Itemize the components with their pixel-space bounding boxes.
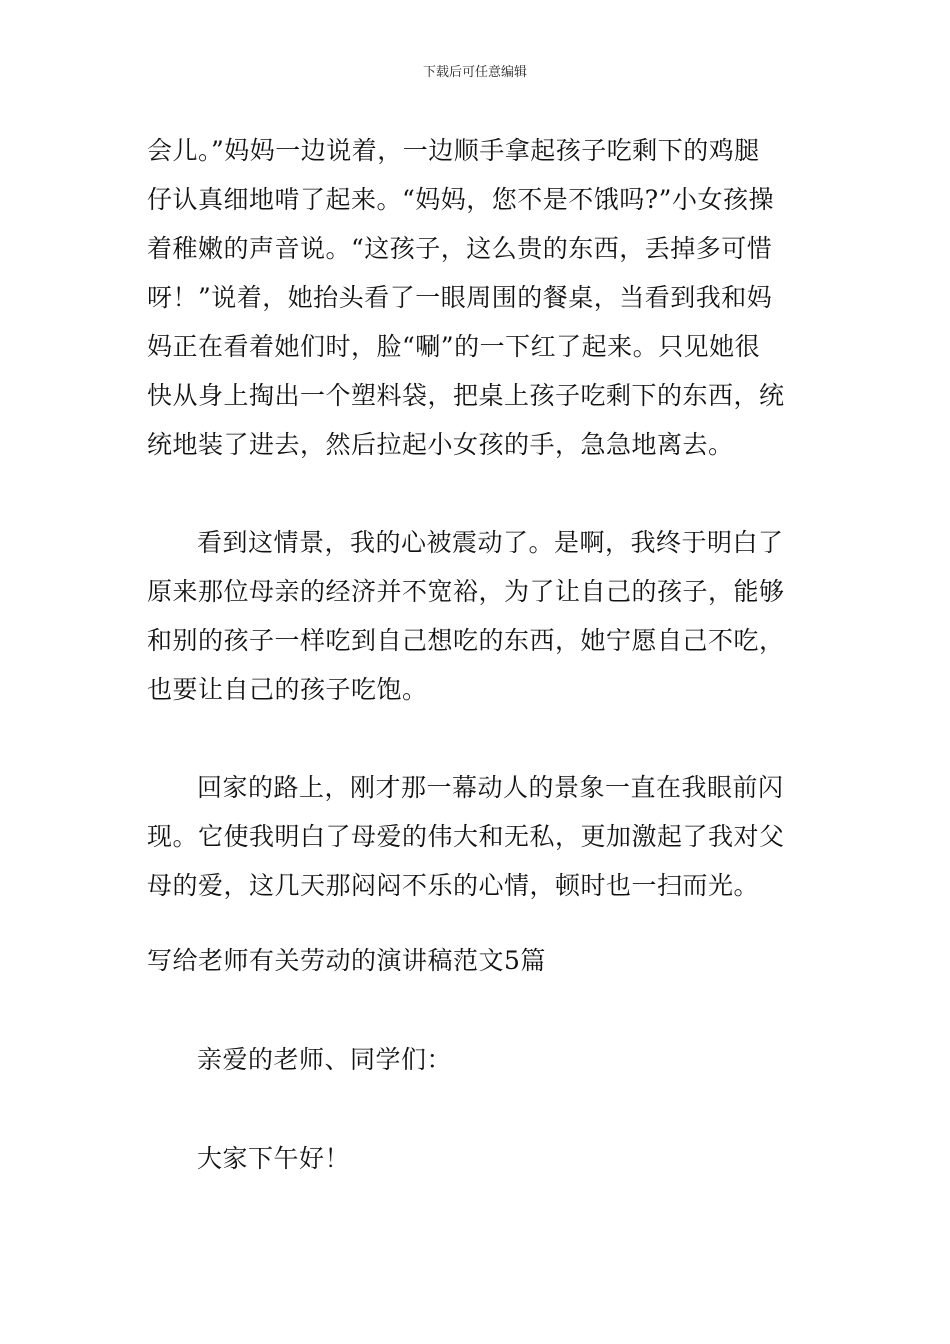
text-line: 仔认真细地啃了起来。“妈妈，您不是不饿吗?”小女孩操 [147,185,774,214]
page-header [0,64,950,82]
text-line: 呀！”说着，她抬头看了一眼周围的餐桌，当看到我和妈 [147,283,773,312]
text-line: 看到这情景，我的心被震动了。是啊，我终于明白了 [197,528,784,557]
salutation [147,1134,807,1183]
section-title: 写给老师有关劳动的演讲稿范文5篇 [147,946,546,975]
greeting-text: 亲爱的老师、同学们： [197,1045,453,1074]
text-line: 现。它使我明白了母爱的伟大和无私，更加激起了我对父 [147,822,785,851]
text-line: 妈正在看着她们时，脸“唰”的一下红了起来。只见她很 [147,332,761,361]
document-body [147,126,807,1183]
text-line: 着稚嫩的声音说。“这孩子，这么贵的东西，丢掉多可惜 [147,234,773,263]
header-text: 下载后可任意编辑 [422,65,527,80]
text-line: 会儿。”妈妈一边说着，一边顺手拿起孩子吃剩下的鸡腿 [147,136,760,165]
text-line: 统地装了进去，然后拉起小女孩的手，急急地离去。 [147,430,734,459]
text-line: 母的爱，这几天那闷闷不乐的心情，顿时也一扫而光。 [147,871,760,900]
text-line: 和别的孩子一样吃到自己想吃的东西，她宁愿自己不吃， [147,626,785,655]
paragraph-3 [147,763,807,910]
text-line: 也要让自己的孩子吃饱。 [147,675,428,704]
paragraph-2 [147,518,807,714]
text-line: 回家的路上，刚才那一幕动人的景象一直在我眼前闪 [197,773,784,802]
paragraph-1 [147,126,807,469]
salutation-text: 大家下午好！ [197,1144,351,1173]
text-line: 原来那位母亲的经济并不宽裕，为了让自己的孩子，能够 [147,577,785,606]
greeting [147,1035,807,1084]
text-line: 快从身上掏出一个塑料袋，把桌上孩子吃剩下的东西，统 [147,381,785,410]
